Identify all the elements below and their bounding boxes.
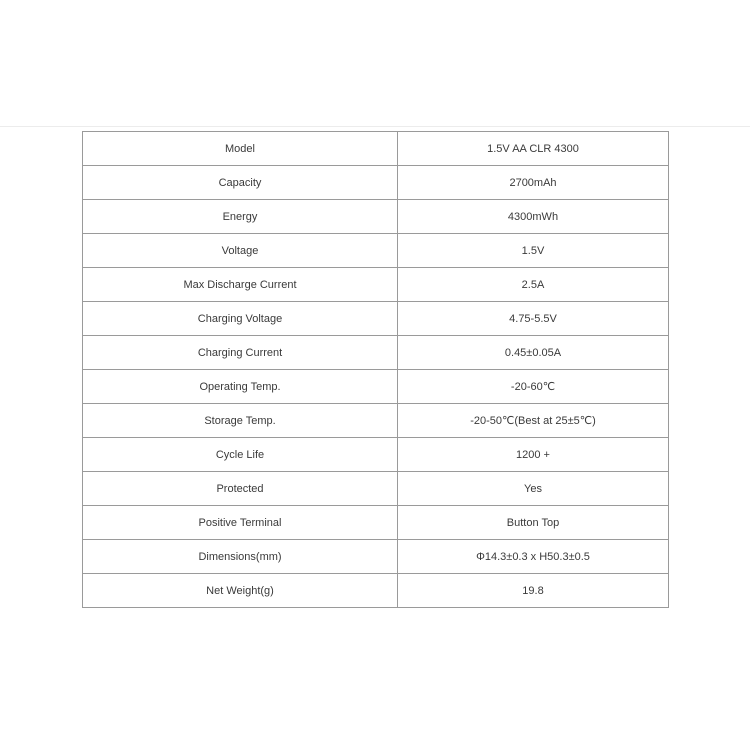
spec-value: 19.8 [398,574,669,608]
table-row [83,336,669,370]
divider-line [0,126,750,127]
spec-label: Model [83,132,398,166]
spec-label: Protected [83,472,398,506]
spec-value: 2.5A [398,268,669,302]
table-row [83,166,669,200]
table-row [83,472,669,506]
table-row [83,574,669,608]
spec-label: Storage Temp. [83,404,398,438]
spec-label: Operating Temp. [83,370,398,404]
spec-value: -20-60℃ [398,370,669,404]
table-row [83,200,669,234]
spec-label: Energy [83,200,398,234]
spec-value: 0.45±0.05A [398,336,669,370]
table-row [83,302,669,336]
spec-label: Dimensions(mm) [83,540,398,574]
table-row [83,370,669,404]
spec-label: Capacity [83,166,398,200]
spec-value: 1.5V [398,234,669,268]
table-row [83,540,669,574]
spec-value: Φ14.3±0.3 x H50.3±0.5 [398,540,669,574]
spec-table [82,131,669,608]
spec-value: 2700mAh [398,166,669,200]
spec-value: 1200 + [398,438,669,472]
table-row [83,404,669,438]
table-row [83,506,669,540]
spec-value: Button Top [398,506,669,540]
table-row [83,234,669,268]
spec-value: Yes [398,472,669,506]
table-row [83,268,669,302]
spec-value: 4.75-5.5V [398,302,669,336]
spec-value: 4300mWh [398,200,669,234]
spec-label: Charging Voltage [83,302,398,336]
spec-label: Positive Terminal [83,506,398,540]
spec-label: Net Weight(g) [83,574,398,608]
spec-label: Charging Current [83,336,398,370]
spec-value: 1.5V AA CLR 4300 [398,132,669,166]
table-row [83,438,669,472]
spec-label: Cycle Life [83,438,398,472]
spec-label: Max Discharge Current [83,268,398,302]
table-row [83,132,669,166]
spec-label: Voltage [83,234,398,268]
spec-value: -20-50℃(Best at 25±5℃) [398,404,669,438]
